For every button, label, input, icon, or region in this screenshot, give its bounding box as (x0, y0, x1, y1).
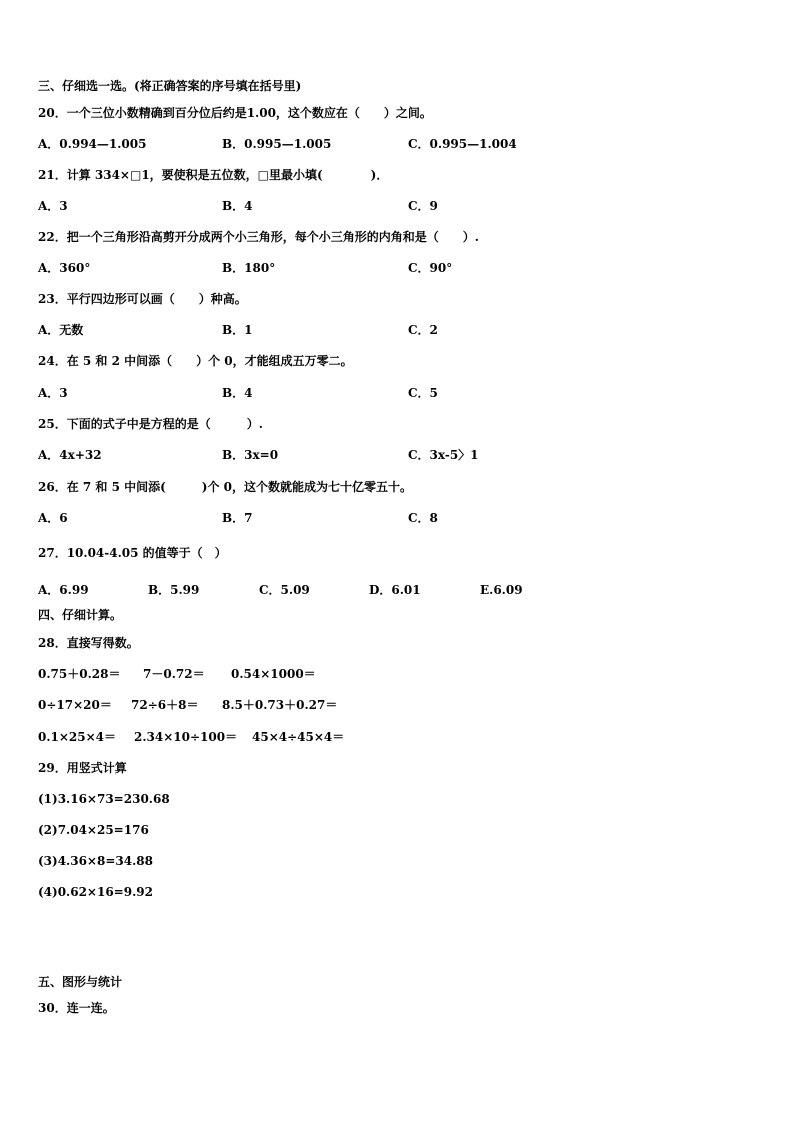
calc-item: 72÷6＋8＝ (131, 698, 199, 712)
q26-option-b: B．7 (222, 511, 253, 525)
calc-item: 0÷17×20＝ (38, 698, 112, 712)
q23-option-a: A．无数 (38, 323, 84, 337)
question-23-stem: 23．平行四边形可以画（ ）种高。 (38, 292, 247, 306)
question-25-stem: 25．下面的式子中是方程的是（ ）. (38, 417, 263, 431)
question-21-stem: 21．计算 334×□1，要使积是五位数，□里最小填( )． (38, 168, 389, 182)
q27-option-a: A．6.99 (38, 583, 89, 597)
q23-option-c: C．2 (408, 323, 438, 337)
calc-item: 45×4÷45×4＝ (252, 730, 345, 744)
q25-option-b: B．3x=0 (222, 448, 279, 462)
calc-item: 7－0.72＝ (143, 667, 205, 681)
question-27-stem: 27．10.04-4.05 的值等于（ ） (38, 546, 227, 560)
calc-item: 2.34×10÷100＝ (134, 730, 238, 744)
q23-option-b: B．1 (222, 323, 253, 337)
q20-option-b: B．0.995—1.005 (222, 137, 332, 151)
q20-option-c: C．0.995—1.004 (408, 137, 517, 151)
section5-heading: 五、图形与统计 (38, 975, 123, 989)
q26-option-c: C．8 (408, 511, 438, 525)
q21-option-b: B．4 (222, 199, 253, 213)
vertical-calc-item: (2)7.04×25=176 (38, 823, 149, 837)
q24-option-c: C．5 (408, 386, 438, 400)
question-26-stem: 26．在 7 和 5 中间添( )个 0，这个数就能成为七十亿零五十。 (38, 480, 412, 494)
q27-option-b: B．5.99 (148, 583, 200, 597)
vertical-calc-item: (1)3.16×73=230.68 (38, 792, 170, 806)
q22-option-a: A．360° (38, 261, 91, 275)
vertical-calc-item: (4)0.62×16=9.92 (38, 885, 153, 899)
q27-option-c: C．5.09 (259, 583, 310, 597)
q20-option-a: A．0.994—1.005 (38, 137, 147, 151)
q22-option-b: B．180° (222, 261, 276, 275)
vertical-calc-item: (3)4.36×8=34.88 (38, 854, 153, 868)
q25-option-a: A．4x+32 (38, 448, 102, 462)
q21-option-c: C．9 (408, 199, 438, 213)
question-22-stem: 22．把一个三角形沿高剪开分成两个小三角形，每个小三角形的内角和是（ ）. (38, 230, 479, 244)
calc-item: 8.5＋0.73＋0.27＝ (222, 698, 338, 712)
q21-option-a: A．3 (38, 199, 68, 213)
q24-option-b: B．4 (222, 386, 253, 400)
question-28-title: 28．直接写得数。 (38, 636, 139, 650)
question-29-title: 29．用竖式计算 (38, 761, 127, 775)
question-20-stem: 20．一个三位小数精确到百分位后约是1.00，这个数应在（ ）之间。 (38, 106, 432, 120)
q24-option-a: A．3 (38, 386, 68, 400)
q27-option-e: E.6.09 (480, 583, 523, 597)
calc-item: 0.75＋0.28＝ (38, 667, 121, 681)
calc-item: 0.54×1000＝ (231, 667, 316, 681)
question-30-title: 30．连一连。 (38, 1001, 115, 1015)
q25-option-c: C．3x-5〉1 (408, 448, 479, 462)
question-24-stem: 24．在 5 和 2 中间添（ ）个 0，才能组成五万零二。 (38, 354, 353, 368)
q27-option-d: D．6.01 (369, 583, 421, 597)
section3-heading: 三、仔细选一选。(将正确答案的序号填在括号里) (38, 79, 302, 93)
section4-heading: 四、仔细计算。 (38, 608, 123, 622)
calc-item: 0.1×25×4＝ (38, 730, 117, 744)
q22-option-c: C．90° (408, 261, 453, 275)
q26-option-a: A．6 (38, 511, 68, 525)
